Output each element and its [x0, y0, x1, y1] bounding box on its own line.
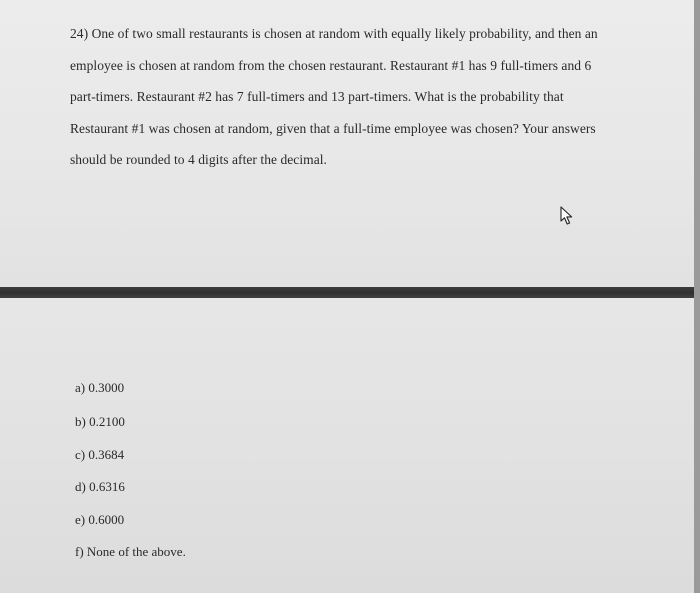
question-panel: [0, 0, 700, 287]
question-line-2: employee is chosen at random from the chosen restaurant. Restaurant #1 has 9 full-timers and 6: [70, 57, 592, 73]
option-b[interactable]: b) 0.2100: [75, 414, 125, 429]
option-f[interactable]: f) None of the above.: [75, 544, 186, 559]
question-line-4: Restaurant #1 was chosen at random, given that a full-time employee was chosen? Your answers: [70, 120, 596, 136]
option-a[interactable]: a) 0.3000: [75, 380, 125, 395]
panel-divider: [0, 287, 700, 298]
option-d[interactable]: d) 0.6316: [75, 479, 125, 494]
question-text: [70, 18, 670, 176]
question-line-3: part-timers. Restaurant #2 has 7 full-timers and 13 part-timers. What is the probability that: [70, 89, 564, 105]
question-line-5: should be rounded to 4 digits after the decimal.: [70, 152, 327, 168]
option-c[interactable]: c) 0.3684: [75, 447, 125, 462]
question-line-1: 24) One of two small restaurants is chosen at random with equally likely probability, and then an: [70, 26, 598, 41]
screen-edge: [694, 0, 700, 593]
mouse-pointer-icon: [559, 206, 575, 226]
option-e[interactable]: e) 0.6000: [75, 512, 125, 527]
